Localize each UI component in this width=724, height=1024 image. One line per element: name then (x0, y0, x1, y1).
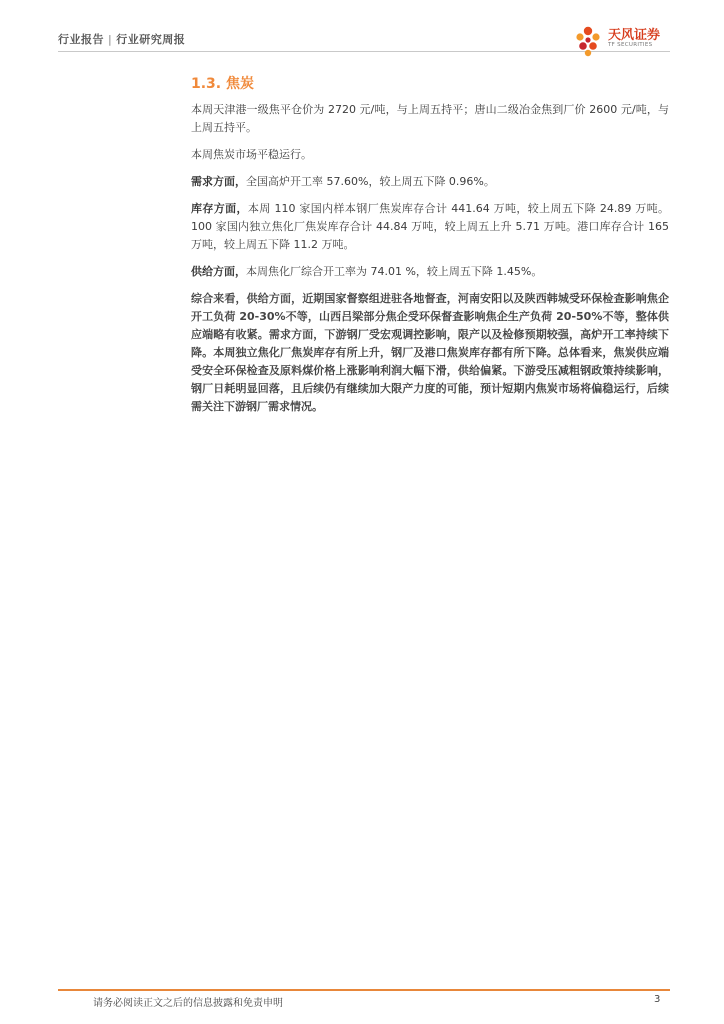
brand-name-english: TF SECURITIES (608, 42, 653, 48)
supply-paragraph (191, 263, 669, 281)
page-number: 3 (654, 994, 661, 1005)
report-type: 行业研究周报 (116, 33, 186, 46)
paragraph-lead: 库存方面， (191, 202, 248, 215)
tf-securities-logo-icon (571, 24, 605, 58)
section-title: 1.3. 焦炭 (191, 76, 254, 92)
main-content (191, 73, 669, 425)
page-header (58, 30, 670, 58)
company-logo (571, 22, 670, 58)
footer-disclaimer: 请务必阅读正文之后的信息披露和免责申明 (93, 998, 283, 1009)
paragraph-text: 本周焦炭市场平稳运行。 (191, 148, 312, 161)
market-paragraph (191, 146, 669, 164)
paragraph-text: 全国高炉开工率 57.60%，较上周五下降 0.96%。 (246, 175, 495, 188)
breadcrumb (58, 31, 185, 47)
paragraph-lead: 需求方面， (191, 175, 246, 188)
paragraph-text: 本周焦化厂综合开工率为 74.01 %，较上周五下降 1.45%。 (246, 265, 543, 278)
brand-name: 天风证券 (608, 28, 661, 43)
paragraph-text: 本周天津港一级焦平仓价为 2720 元/吨，与上周五持平；唐山二级冶金焦到厂价 2600 元/吨，与上周五持平。 (191, 103, 669, 134)
summary-paragraph: 综合来看，供给方面，近期国家督察组进驻各地督查，河南安阳以及陕西韩城受环保检查影响焦企开工负荷 20-30%不等，山西吕梁部分焦企受环保督查影响焦企生产负荷 20-50%不等，整体供应端略有收紧。需求方面，下游钢厂受宏观调控影响，限产以及检修预期较强，高炉开工率持续下降。本周独立焦化厂焦炭库存有所上升，钢厂及港口焦炭库存都有所下降。总体看来，焦炭供应端受安全环保检查及原料煤价格上涨影响利润大幅下滑，供给偏紧。下游受压减粗钢政策持续影响，钢厂日耗明显回落，且后续仍有继续加大限产力度的可能，预计短期内焦炭市场将偏稳运行，后续需关注下游钢厂需求情况。 (191, 292, 669, 413)
inventory-paragraph (191, 200, 669, 254)
paragraph-text: 本周 110 家国内样本钢厂焦炭库存合计 441.64 万吨，较上周五下降 24.89 万吨。100 家国内独立焦化厂焦炭库存合计 44.84 万吨，较上周五上升 5.71 万吨。港口库存合计 165 万吨，较上周五下降 11.2 万吨。 (191, 202, 670, 251)
paragraph-lead: 供给方面， (191, 265, 246, 278)
breadcrumb-separator: | (108, 33, 113, 46)
footer-divider (58, 989, 670, 991)
demand-paragraph (191, 173, 669, 191)
price-paragraph (191, 101, 669, 137)
report-category: 行业报告 (58, 33, 104, 46)
